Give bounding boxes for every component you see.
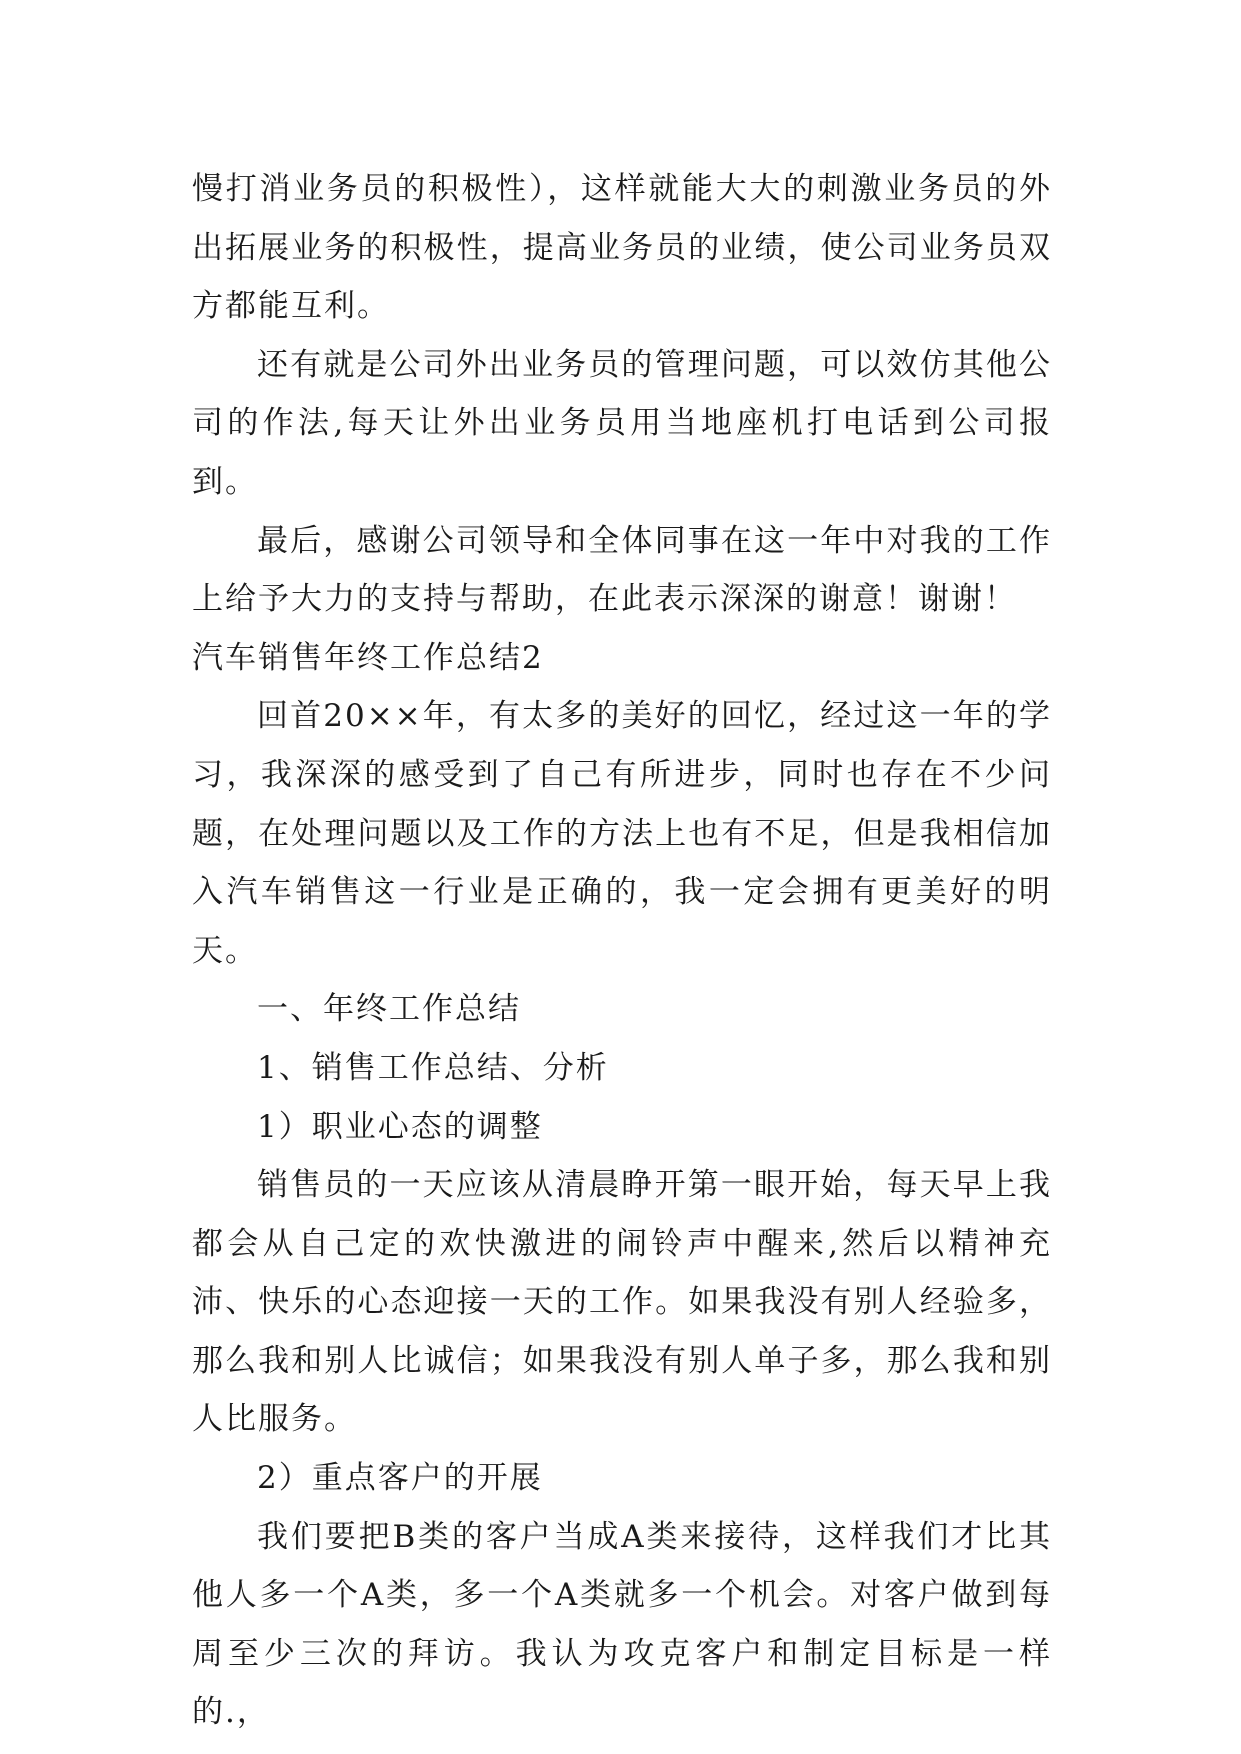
heading-key-clients: 2）重点客户的开展 — [257, 1460, 543, 1497]
paragraph-4: 回首20××年，有太多的美好的回忆，经过这一年的学习，我深深的感受到了自己有所进步，同时也存在不少问题，在处理问题以及工作的方法上也有不足，但是我相信加入汽车销售这一行业是正确的，我一定会拥有更美好的明天。 — [192, 698, 1052, 969]
heading-mindset: 1）职业心态的调整 — [257, 1108, 543, 1145]
section-title: 汽车销售年终工作总结2 — [192, 639, 544, 676]
paragraph-3: 最后，感谢公司领导和全体同事在这一年中对我的工作上给予大力的支持与帮助，在此表示深深的谢意！谢谢！ — [192, 522, 1052, 618]
paragraph-2: 还有就是公司外出业务员的管理问题，可以效仿其他公司的作法,每天让外出业务员用当地座机打电话到公司报到。 — [192, 346, 1052, 500]
heading-sales-summary: 1、销售工作总结、分析 — [257, 1049, 609, 1086]
paragraph-5: 销售员的一天应该从清晨睁开第一眼开始，每天早上我都会从自己定的欢快激进的闹铃声中醒来,然后以精神充沛、快乐的心态迎接一天的工作。如果我没有别人经验多，那么我和别人比诚信；如果我没有别人单子多，那么我和别人比服务。 — [192, 1167, 1052, 1438]
document-body — [192, 160, 1052, 1742]
heading-year-end-summary: 一、年终工作总结 — [257, 991, 521, 1028]
paragraph-6: 我们要把B类的客户当成A类来接待，这样我们才比其他人多一个A类，多一个A类就多一个机会。对客户做到每周至少三次的拜访。我认为攻克客户和制定目标是一样的.， — [192, 1518, 1052, 1731]
paragraph-1: 慢打消业务员的积极性），这样就能大大的刺激业务员的外出拓展业务的积极性，提高业务员的业绩，使公司业务员双方都能互利。 — [192, 171, 1052, 325]
